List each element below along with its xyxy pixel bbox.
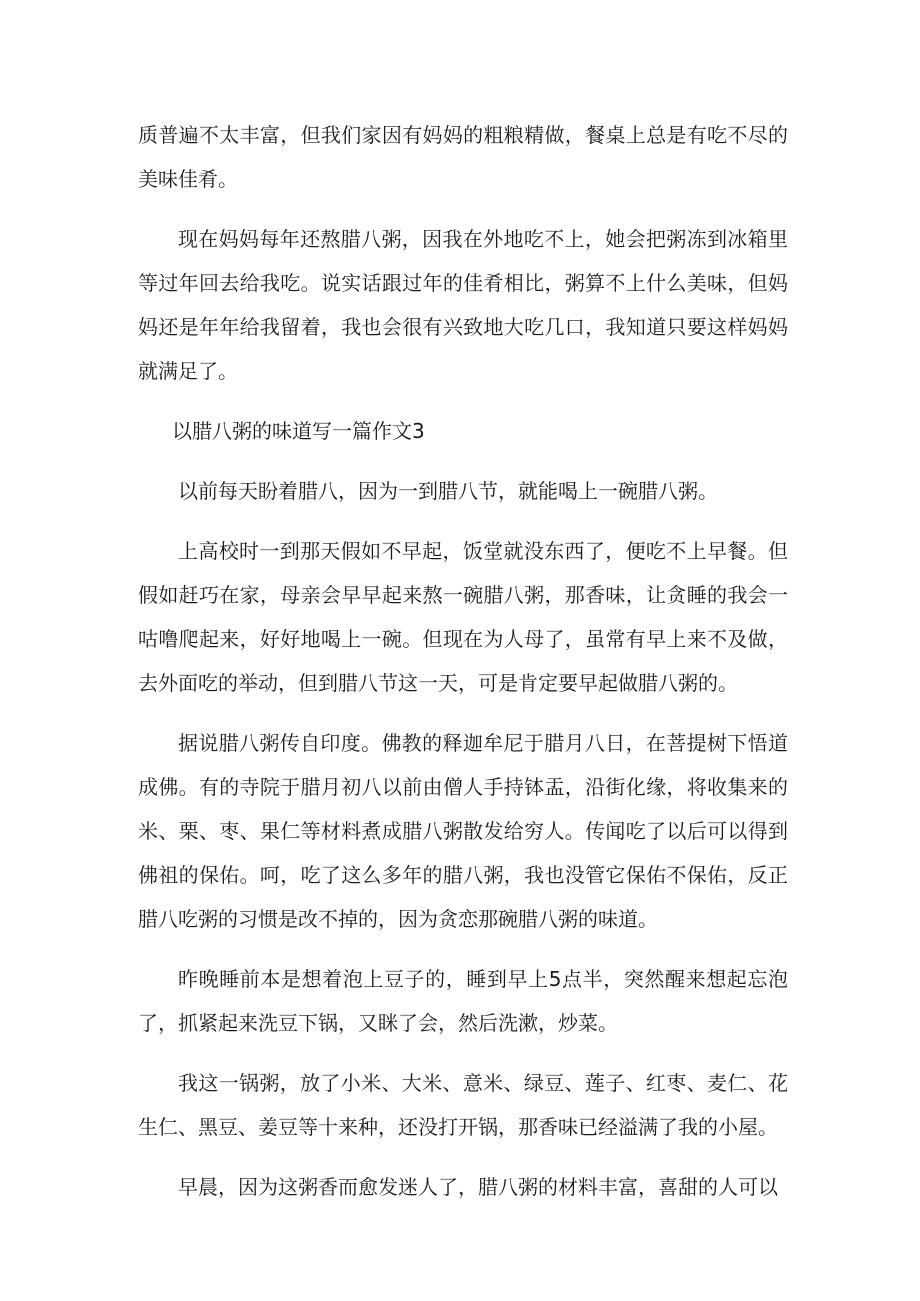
paragraph: 据说腊八粥传自印度。佛教的释迦牟尼于腊月八日，在菩提树下悟道成佛。有的寺院于腊月初八以前由僧人手持钵盂，沿街化缘，将收集来的米、栗、枣、果仁等材料煮成腊八粥散发给穷人。传闻吃了以后可以得到佛祖的保佑。呵，吃了这么多年的腊八粥，我也没管它保佑不保佑，反正腊八吃粥的习惯是改不掉的，因为贪恋那碗腊八粥的味道。 xyxy=(138,731,788,931)
paragraph: 上高校时一到那天假如不早起，饭堂就没东西了，便吃不上早餐。但假如赶巧在家，母亲会早早起来熬一碗腊八粥，那香味，让贪睡的我会一咕噜爬起来，好好地喝上一碗。但现在为人母了，虽常有早上来不及做，去外面吃的举动，但到腊八节这一天，可是肯定要早起做腊八粥的。 xyxy=(138,539,788,695)
paragraph: 我这一锅粥，放了小米、大米、意米、绿豆、莲子、红枣、麦仁、花生仁、黑豆、姜豆等十来种，还没打开锅，那香味已经溢满了我的小屋。 xyxy=(138,1071,788,1139)
document-body xyxy=(138,113,788,1225)
paragraph: 以前每天盼着腊八，因为一到腊八节，就能喝上一碗腊八粥。 xyxy=(178,479,718,503)
section-heading: 以腊八粥的味道写一篇作文3 xyxy=(172,419,425,443)
paragraph: 早晨，因为这粥香而愈发迷人了，腊八粥的材料丰富，喜甜的人可以 xyxy=(178,1175,778,1199)
paragraph: 昨晚睡前本是想着泡上豆子的，睡到早上5点半，突然醒来想起忘泡了，抓紧起来洗豆下锅，又眯了会，然后洗漱，炒菜。 xyxy=(138,967,788,1035)
paragraph: 现在妈妈每年还熬腊八粥，因我在外地吃不上，她会把粥冻到冰箱里等过年回去给我吃。说实话跟过年的佳肴相比，粥算不上什么美味，但妈妈还是年年给我留着，我也会很有兴致地大吃几口，我知道只要这样妈妈就满足了。 xyxy=(138,227,788,383)
paragraph-continued: 质普遍不太丰富，但我们家因有妈妈的粗粮精做，餐桌上总是有吃不尽的美味佳肴。 xyxy=(138,123,788,191)
